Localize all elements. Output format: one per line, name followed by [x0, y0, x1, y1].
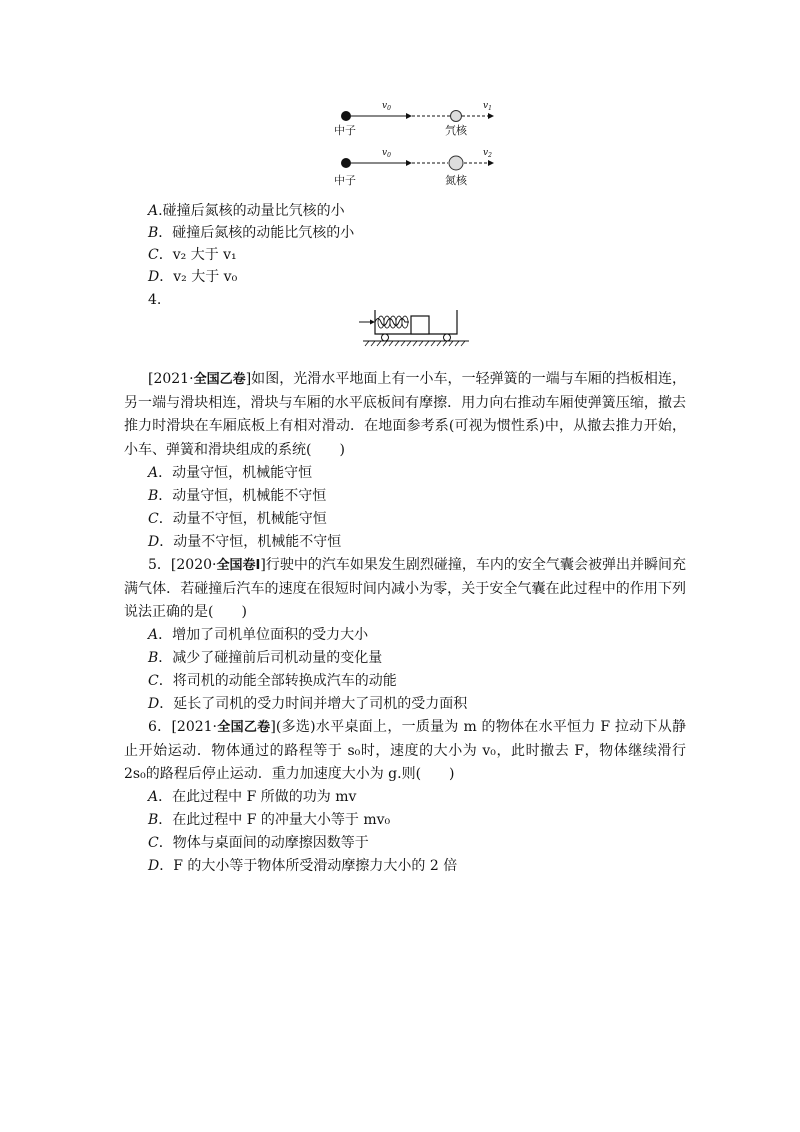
- q5-option-b: B．减少了碰撞前后司机动量的变化量: [148, 650, 383, 666]
- q6-option-b: B．在此过程中 F 的冲量大小等于 mv₀: [148, 812, 391, 828]
- label-neutron-1: 中子: [334, 124, 356, 137]
- label-neutron-2: 中子: [334, 174, 356, 187]
- q6-option-c: C．物体与桌面间的动摩擦因数等于: [148, 835, 369, 851]
- q6-stem: 6．[2021·全国乙卷](多选)水平桌面上，一质量为 m 的物体在水平恒力 F 拉动下从静止开始运动．物体通过的路程等于 s₀时，速度的大小为 v₀，此时撤去 F，物体继续滑行 2s₀的路程后停止运动．重力加速度大小为 g.则( ): [124, 719, 686, 782]
- svg-text:v1: $v_1$: [483, 101, 492, 112]
- q4-number: 4.: [148, 292, 162, 308]
- q4-option-d: D．动量不守恒，机械能不守恒: [148, 534, 342, 550]
- slider-block: [411, 316, 429, 334]
- nitrogen-nucleus: [449, 156, 463, 170]
- q6-option-a: A．在此过程中 F 所做的功为 mv: [148, 789, 357, 805]
- q3-option-b: B．碰撞后氮核的动能比氕核的小: [148, 225, 355, 241]
- q3-option-d: D．v₂ 大于 v₀: [148, 269, 238, 285]
- cart-spring-diagram: [355, 304, 475, 350]
- q3-option-c: C．v₂ 大于 v₁: [148, 247, 237, 263]
- collision-diagram: [330, 98, 510, 190]
- q6-option-d: D．F 的大小等于物体所受滑动摩擦力大小的 2 倍: [148, 858, 458, 874]
- q4-option-c: C．动量不守恒，机械能守恒: [148, 511, 327, 527]
- q5-option-d: D．延长了司机的受力时间并增大了司机的受力面积: [148, 696, 468, 712]
- q4-option-a: A．动量守恒，机械能守恒: [148, 465, 313, 481]
- q5-option-c: C．将司机的动能全部转换成汽车的动能: [148, 673, 397, 689]
- svg-text:v0: $v_0$: [382, 101, 391, 112]
- q3-option-a: A.碰撞后氮核的动量比氕核的小: [148, 203, 345, 219]
- q5-option-a: A．增加了司机单位面积的受力大小: [148, 627, 369, 643]
- neutron-dot: [341, 111, 351, 121]
- q5-stem: 5．[2020·全国卷Ⅰ]行驶中的汽车如果发生剧烈碰撞，车内的安全气囊会被弹出并瞬间充满气体．若碰撞后汽车的速度在很短时间内减小为零，关于安全气囊在此过程中的作用下列说法正确的是( ): [124, 557, 686, 620]
- label-protium: 氕核: [445, 124, 467, 137]
- proton-nucleus: [451, 111, 462, 122]
- svg-text:v0: $v_0$: [382, 148, 391, 159]
- svg-text:v2: $v_2$: [483, 148, 492, 159]
- label-nitrogen: 氮核: [445, 174, 467, 187]
- q4-option-b: B．动量守恒，机械能不守恒: [148, 488, 327, 504]
- q4-stem: [2021·全国乙卷]如图，光滑水平地面上有一小车，一轻弹簧的一端与车厢的挡板相连，另一端与滑块相连，滑块与车厢的水平底板间有摩擦．用力向右推动车厢使弹簧压缩，撤去推力时滑块在车厢底板上有相对滑动．在地面参考系(可视为惯性系)中，从撤去推力开始，小车、弹簧和滑块组成的系统( ): [124, 371, 686, 458]
